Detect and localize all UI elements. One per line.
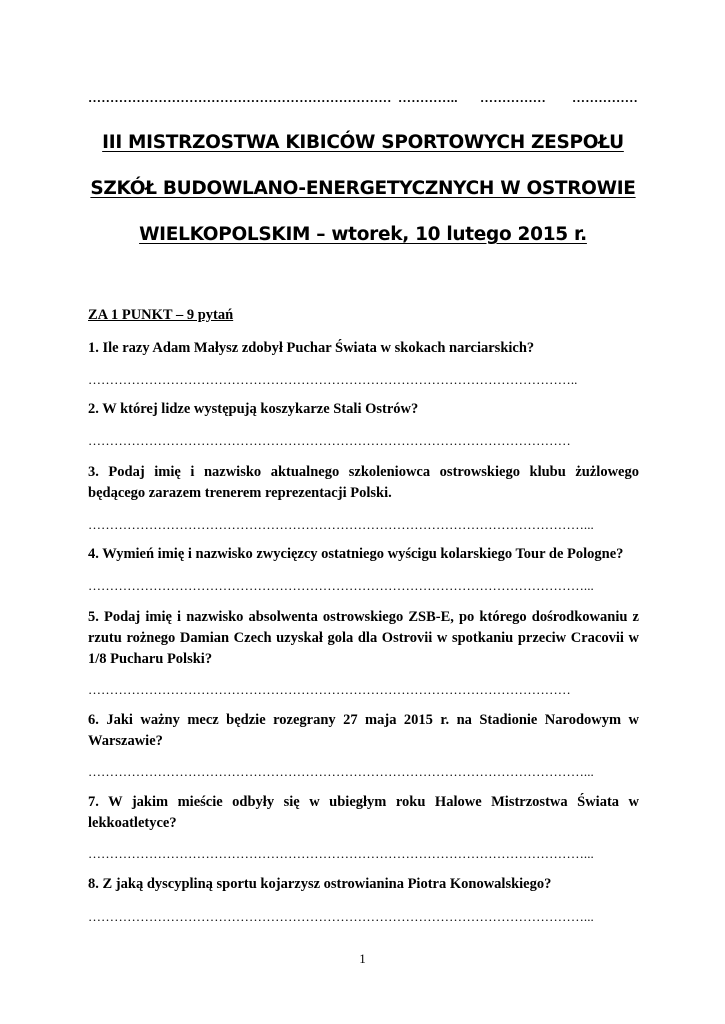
page-number: 1 — [359, 951, 366, 966]
header-dotted-line — [88, 90, 638, 108]
header-dots-4: …………… — [572, 90, 638, 105]
section-heading: ZA 1 PUNKT – 9 pytań — [88, 307, 234, 323]
question-7: 7. W jakim mieście odbyły się w ubiegłym roku Halowe Mistrzostwa Świata w lekkoatletyce? — [88, 794, 639, 831]
answer-line-5: ………………………………………………………………………………………………… — [88, 682, 571, 697]
question-3: 3. Podaj imię i nazwisko aktualnego szkoleniowca ostrowskiego klubu żużlowego będącego zarazem trenerem reprezentacji Polski. — [88, 464, 639, 501]
answer-line-1: ………………………………………………………………………………………………….. — [88, 372, 578, 387]
answer-line-8: ……………………………………………………………………………………………………... — [88, 909, 594, 924]
question-4: 4. Wymień imię i nazwisko zwycięzcy ostatniego wyścigu kolarskiego Tour de Pologne? — [88, 546, 624, 562]
header-dots-2: ………….. — [398, 90, 458, 105]
title-line-1: III MISTRZOSTWA KIBICÓW SPORTOWYCH ZESPOŁU — [102, 132, 624, 153]
answer-line-7: ……………………………………………………………………………………………………... — [88, 846, 594, 861]
question-2: 2. W której lidze występują koszykarze Stali Ostrów? — [88, 401, 419, 417]
header-dots-3: …………… — [480, 90, 546, 105]
question-5: 5. Podaj imię i nazwisko absolwenta ostrowskiego ZSB-E, po którego dośrodkowaniu z rzutu rożnego Damian Czech uzyskał gola dla Ostrovii w spotkaniu przeciw Cracovii w 1/8 Pucharu Polski? — [88, 609, 639, 667]
title-line-3: WIELKOPOLSKIM – wtorek, 10 lutego 2015 r. — [139, 224, 587, 245]
question-8: 8. Z jaką dyscypliną sportu kojarzysz ostrowianina Piotra Konowalskiego? — [88, 876, 552, 892]
title-line-2: SZKÓŁ BUDOWLANO-ENERGETYCZNYCH W OSTROWIE — [90, 178, 636, 199]
question-1: 1. Ile razy Adam Małysz zdobył Puchar Świata w skokach narciarskich? — [88, 340, 535, 356]
answer-line-2: ………………………………………………………………………………………………… — [88, 433, 571, 448]
answer-line-3: ……………………………………………………………………………………………………... — [88, 517, 594, 532]
answer-line-6: ……………………………………………………………………………………………………... — [88, 764, 594, 779]
header-dots-1: …………………………………………………………… — [88, 90, 392, 105]
answer-line-4: ……………………………………………………………………………………………………... — [88, 578, 594, 593]
question-6: 6. Jaki ważny mecz będzie rozegrany 27 maja 2015 r. na Stadionie Narodowym w Warszawie? — [88, 712, 639, 749]
